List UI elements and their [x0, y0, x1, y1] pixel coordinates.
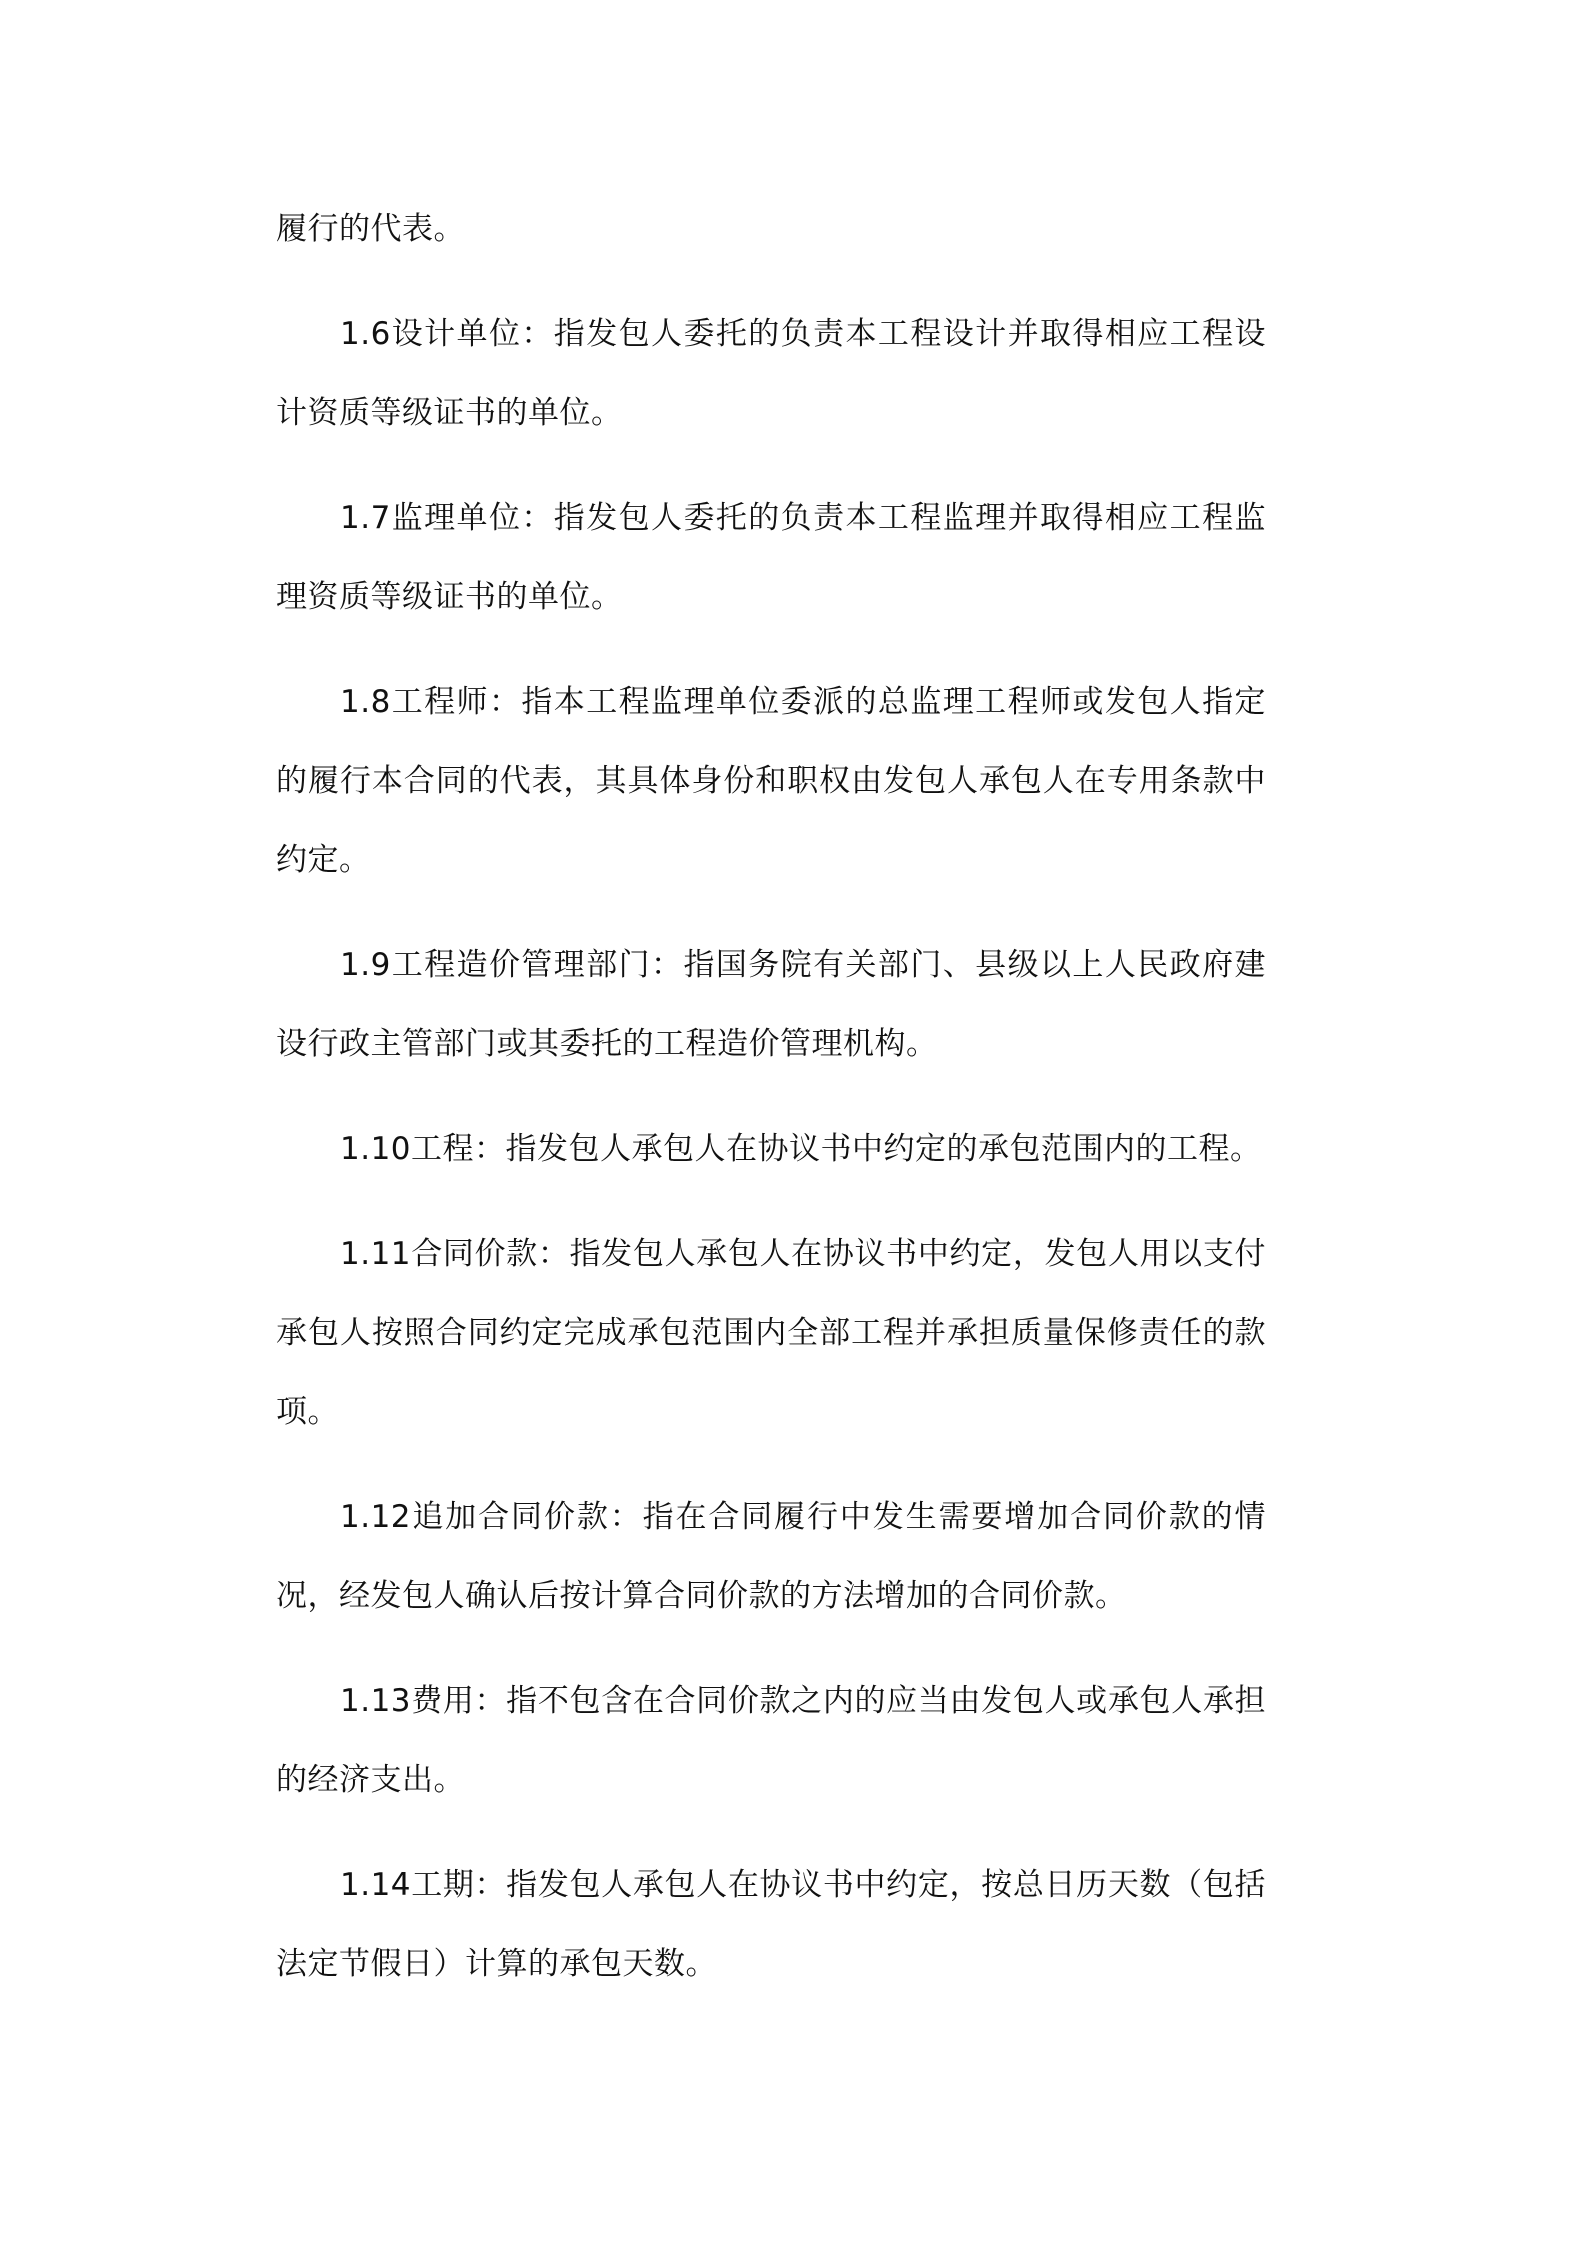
paragraph-1-14-construction-period: 1.14工期：指发包人承包人在协议书中约定，按总日历天数（包括法定节假日）计算的承包天数。: [276, 1867, 1266, 1982]
paragraph-1-13-expenses: 1.13费用：指不包含在合同价款之内的应当由发包人或承包人承担的经济支出。: [276, 1683, 1266, 1798]
paragraph-1-11-contract-price: 1.11合同价款：指发包人承包人在协议书中约定，发包人用以支付承包人按照合同约定完成承包范围内全部工程并承担质量保修责任的款项。: [276, 1236, 1266, 1430]
paragraph-continuation: 履行的代表。: [276, 211, 465, 247]
paragraph-1-6-design-unit: 1.6设计单位：指发包人委托的负责本工程设计并取得相应工程设计资质等级证书的单位。: [276, 316, 1266, 431]
paragraph-1-9-cost-management-dept: 1.9工程造价管理部门：指国务院有关部门、县级以上人民政府建设行政主管部门或其委托的工程造价管理机构。: [276, 947, 1266, 1062]
paragraph-1-12-additional-price: 1.12追加合同价款：指在合同履行中发生需要增加合同价款的情况，经发包人确认后按计算合同价款的方法增加的合同价款。: [276, 1499, 1266, 1614]
paragraph-1-8-engineer: 1.8工程师：指本工程监理单位委派的总监理工程师或发包人指定的履行本合同的代表，其具体身份和职权由发包人承包人在专用条款中约定。: [276, 684, 1266, 878]
document-body: [276, 190, 1266, 2004]
paragraph-1-10-project: 1.10工程：指发包人承包人在协议书中约定的承包范围内的工程。: [340, 1131, 1262, 1167]
paragraph-1-7-supervision-unit: 1.7监理单位：指发包人委托的负责本工程监理并取得相应工程监理资质等级证书的单位。: [276, 500, 1266, 615]
